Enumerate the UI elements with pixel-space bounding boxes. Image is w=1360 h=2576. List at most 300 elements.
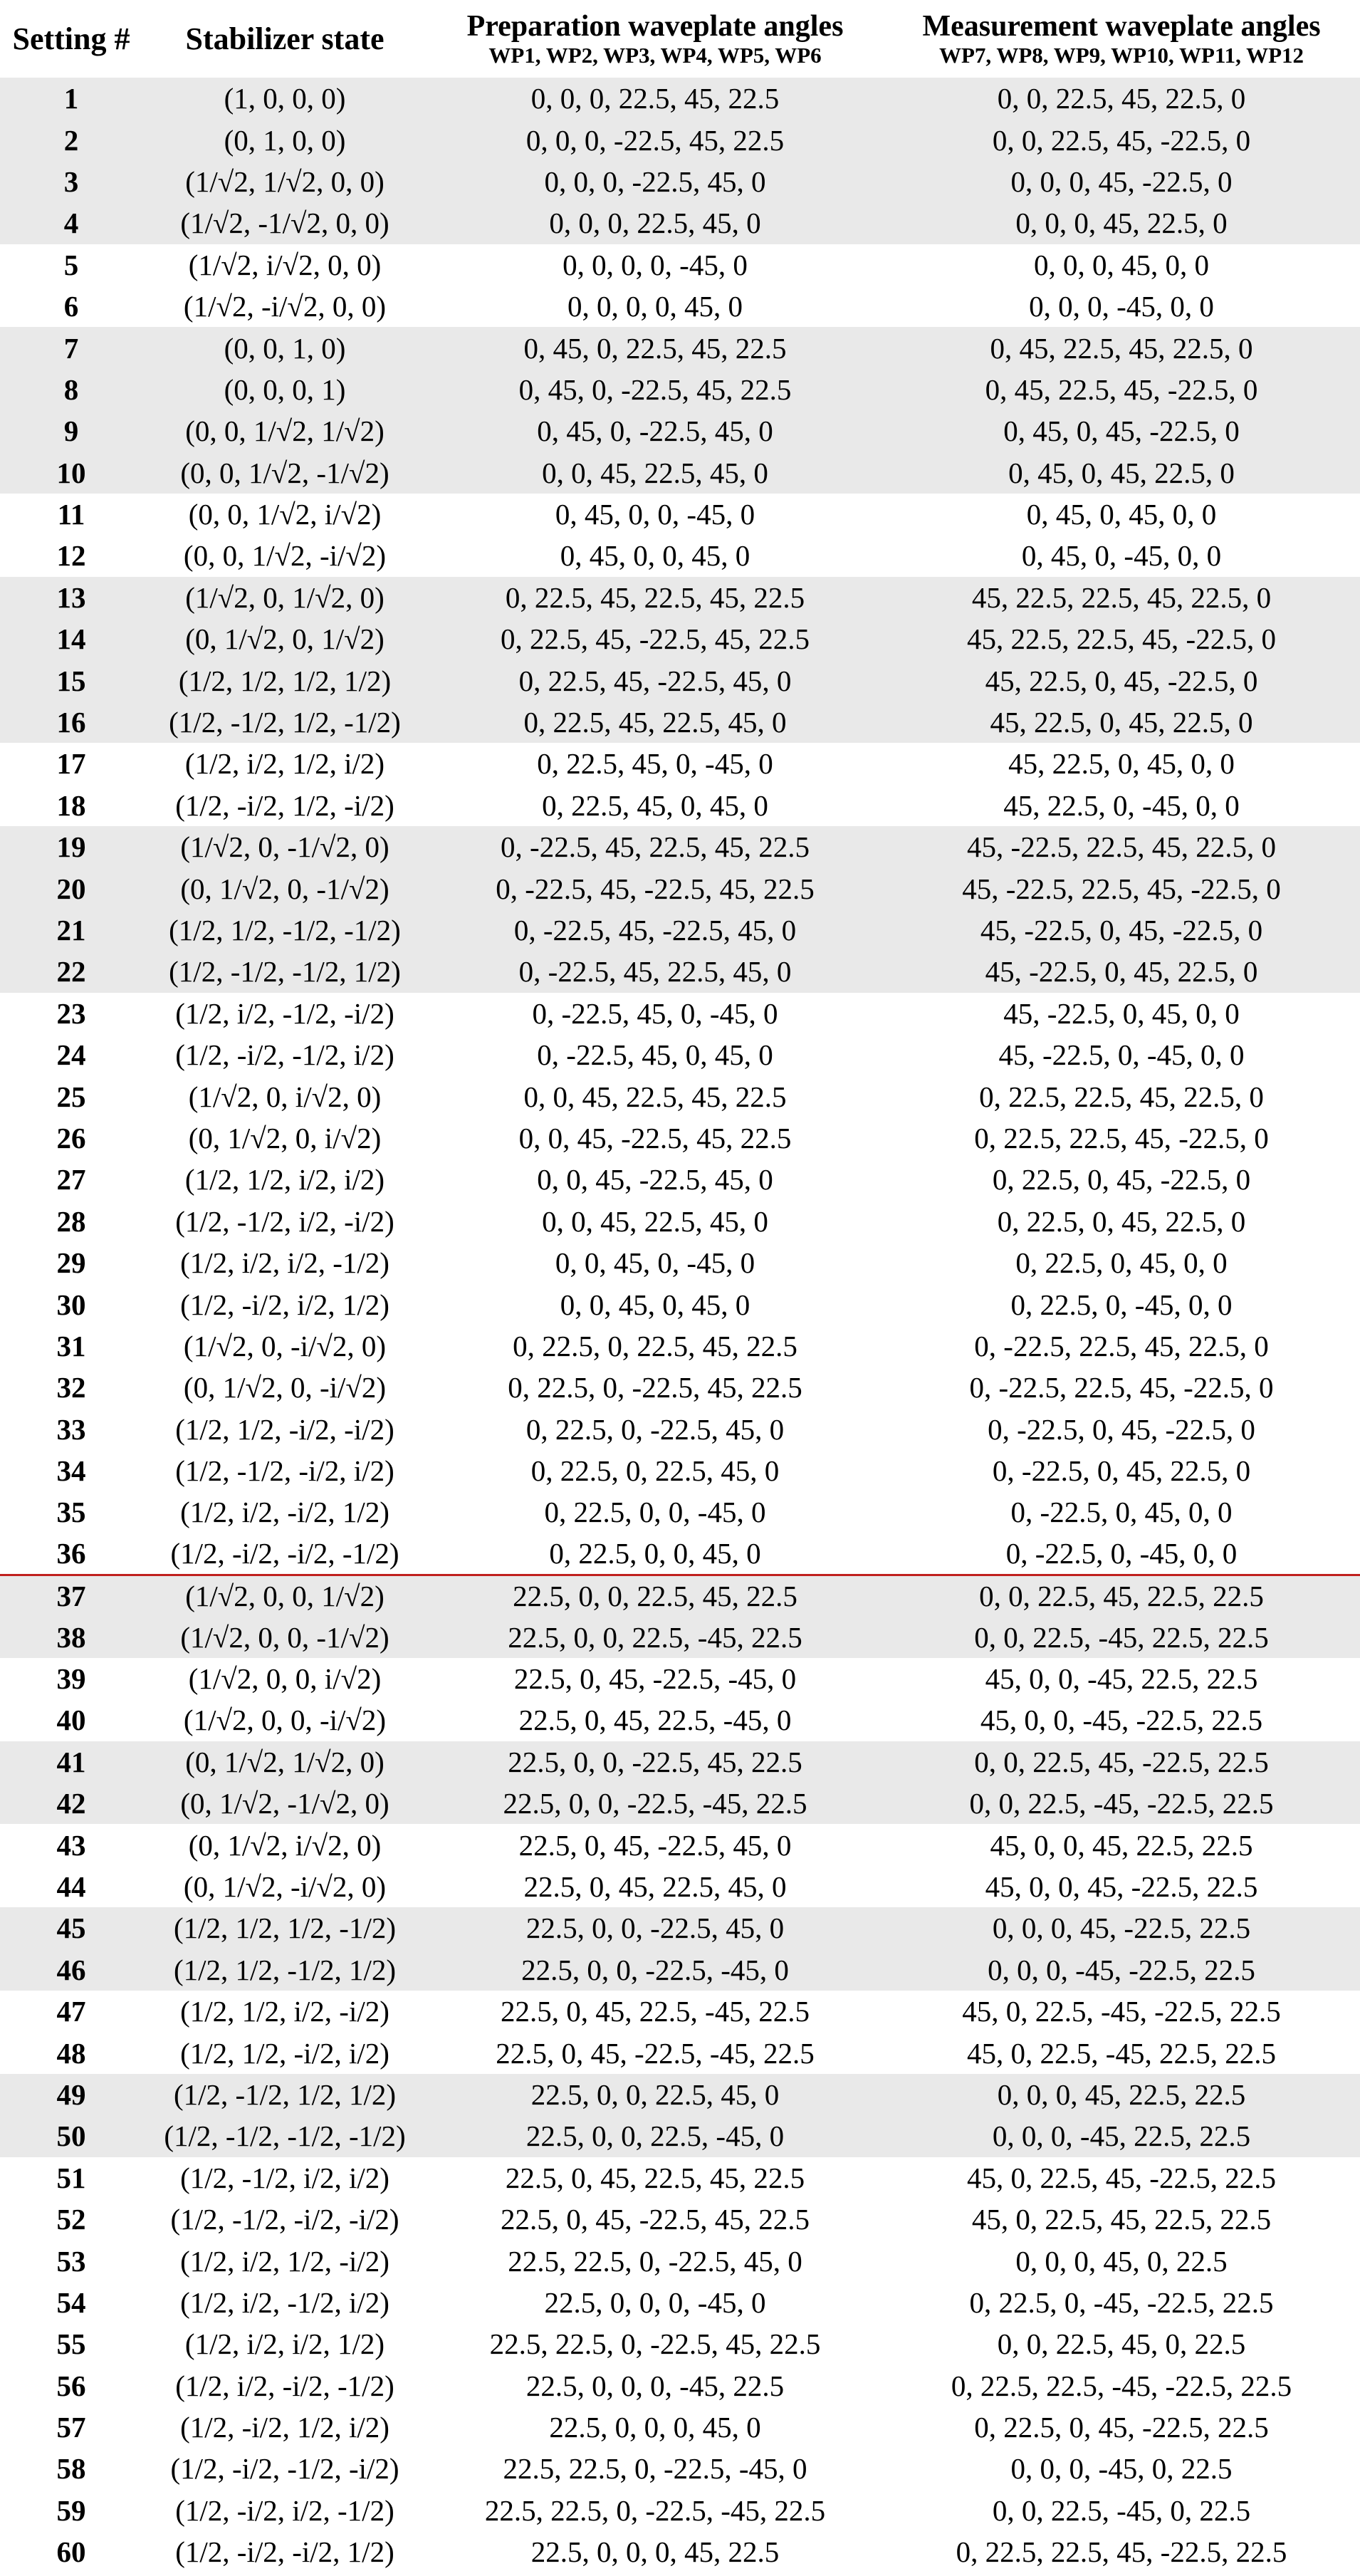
setting-number-cell: 17 <box>56 747 86 781</box>
setting-number-cell: 59 <box>56 2493 86 2527</box>
table-row <box>0 2282 1360 2323</box>
preparation-angles-cell: 0, 0, 45, 22.5, 45, 22.5 <box>523 1080 787 1113</box>
stabilizer-state-cell: (0, 1/√2, 0, 1/√2) <box>142 618 427 659</box>
table-row <box>0 867 1360 909</box>
measurement-angles-title: Measurement waveplate angles <box>922 9 1321 43</box>
table-row <box>0 993 1360 1034</box>
setting-number-cell: 5 <box>63 248 79 281</box>
preparation-angles-cell: 0, 22.5, 0, 0, 45, 0 <box>427 1533 883 1575</box>
preparation-angles-cell: 22.5, 22.5, 0, -22.5, -45, 22.5 <box>484 2493 826 2527</box>
stabilizer-state-cell: (1/2, 1/2, 1/2, -1/2) <box>142 1907 427 1949</box>
table-row <box>0 1491 1360 1533</box>
measurement-angles-cell: 45, 0, 0, -45, 22.5, 22.5 <box>985 1662 1258 1696</box>
table-row <box>0 2240 1360 2281</box>
table-row <box>0 452 1360 494</box>
stabilizer-state-cell: (1/2, -i/2, -i/2, -1/2) <box>142 1533 427 1575</box>
setting-number-cell: 9 <box>0 410 142 452</box>
stabilizer-state-cell: (1/√2, -1/√2, 0, 0) <box>142 202 427 244</box>
preparation-angles-cell: 22.5, 0, 0, -22.5, 45, 0 <box>427 1907 883 1949</box>
preparation-angles-cell: 22.5, 0, 45, -22.5, 45, 0 <box>518 1828 792 1862</box>
table-row <box>0 535 1360 576</box>
measurement-angles-cell: 45, 22.5, 22.5, 45, 22.5, 0 <box>883 577 1360 618</box>
table-row <box>0 286 1360 327</box>
measurement-angles-cell: 0, 0, 0, 45, 22.5, 22.5 <box>883 2074 1360 2115</box>
measurement-angles-cell: 0, -22.5, 0, 45, -22.5, 0 <box>988 1412 1255 1446</box>
measurement-angles-cell: 0, 0, 22.5, -45, -22.5, 22.5 <box>883 1783 1360 1824</box>
table-row <box>0 1283 1360 1325</box>
measurement-angles-cell: 45, -22.5, 22.5, 45, -22.5, 0 <box>883 867 1360 909</box>
preparation-angles-cell: 0, 0, 0, 0, 45, 0 <box>567 290 743 323</box>
table-row <box>0 2364 1360 2406</box>
stabilizer-state-cell: (1/√2, 0, -i/√2, 0) <box>183 1329 387 1362</box>
table-row <box>0 244 1360 286</box>
stabilizer-state-cell: (1/2, i/2, -i/2, -1/2) <box>175 2369 394 2402</box>
stabilizer-state-cell: (1/2, -1/2, i/2, i/2) <box>180 2161 389 2194</box>
stabilizer-state-cell: (1/√2, i/√2, 0, 0) <box>188 248 382 281</box>
setting-number-cell: 32 <box>56 1371 86 1404</box>
setting-number-cell: 33 <box>56 1412 86 1446</box>
setting-number-cell: 36 <box>0 1533 142 1575</box>
setting-number-cell: 25 <box>56 1080 86 1113</box>
setting-number-cell: 8 <box>0 369 142 410</box>
measurement-angles-cell: 0, 0, 0, 45, 0, 22.5 <box>1015 2244 1228 2278</box>
stabilizer-state-cell: (1/2, -i/2, -1/2, -i/2) <box>170 2452 399 2486</box>
preparation-angles-cell: 0, 0, 45, 22.5, 45, 0 <box>427 452 883 494</box>
table-row <box>0 1991 1360 2032</box>
preparation-angles-cell: 0, 45, 0, -22.5, 45, 22.5 <box>427 369 883 410</box>
preparation-angles-cell: 0, 22.5, 0, 22.5, 45, 22.5 <box>513 1329 797 1362</box>
preparation-angles-cell: 22.5, 0, 0, 0, 45, 0 <box>549 2411 761 2444</box>
table-row <box>0 1533 1360 1575</box>
setting-number-cell: 54 <box>56 2285 86 2319</box>
preparation-angles-cell: 0, 22.5, 45, -22.5, 45, 22.5 <box>427 618 883 659</box>
preparation-angles-cell: 22.5, 0, 0, 22.5, -45, 22.5 <box>427 1616 883 1657</box>
setting-number-cell: 23 <box>56 996 86 1030</box>
stabilizer-state-cell: (0, 1/√2, -1/√2, 0) <box>142 1783 427 1824</box>
measurement-angles-cell: 45, 0, 0, -45, -22.5, 22.5 <box>980 1704 1263 1737</box>
preparation-angles-cell: 22.5, 0, 0, 0, -45, 22.5 <box>525 2369 785 2402</box>
stabilizer-state-cell: (0, 1/√2, 0, i/√2) <box>188 1121 382 1154</box>
table-row <box>0 1034 1360 1075</box>
stabilizer-state-cell: (1/2, -1/2, 1/2, 1/2) <box>142 2074 427 2115</box>
table-row <box>0 327 1360 368</box>
setting-number-cell: 28 <box>56 1204 86 1238</box>
preparation-angles-cell: 0, -22.5, 45, -22.5, 45, 0 <box>427 909 883 951</box>
preparation-angles-cell: 22.5, 0, 0, 22.5, 45, 22.5 <box>427 1575 883 1616</box>
stabilizer-state-cell: (1/2, i/2, -i/2, 1/2) <box>180 1496 389 1529</box>
measurement-angles-cell: 0, 0, 0, -45, 22.5, 22.5 <box>883 2115 1360 2157</box>
table-row <box>0 1616 1360 1657</box>
setting-number-cell: 3 <box>0 161 142 202</box>
table-row <box>0 1117 1360 1159</box>
preparation-angles-cell: 0, -22.5, 45, 22.5, 45, 22.5 <box>427 826 883 867</box>
stabilizer-state-cell: (1/2, -i/2, 1/2, -i/2) <box>175 788 394 822</box>
stabilizer-state-cell: (1/2, 1/2, -1/2, -1/2) <box>142 909 427 951</box>
preparation-angles-cell: 0, 0, 45, 22.5, 45, 0 <box>542 1204 768 1238</box>
table-row <box>0 1824 1360 1865</box>
stabilizer-state-cell: (0, 0, 1/√2, i/√2) <box>188 498 382 531</box>
measurement-angles-cell: 0, 22.5, 0, 45, 22.5, 0 <box>997 1204 1246 1238</box>
preparation-angles-header <box>427 0 883 78</box>
preparation-angles-cell: 0, -22.5, 45, 0, 45, 0 <box>537 1038 773 1072</box>
measurement-angles-cell: 45, 0, 22.5, 45, -22.5, 22.5 <box>967 2161 1276 2194</box>
setting-number-cell: 44 <box>56 1870 86 1903</box>
measurement-angles-cell: 45, -22.5, 0, 45, 0, 0 <box>1003 996 1240 1030</box>
measurement-angles-cell: 45, -22.5, 0, 45, 22.5, 0 <box>883 951 1360 992</box>
measurement-angles-cell: 45, -22.5, 0, -45, 0, 0 <box>998 1038 1245 1072</box>
measurement-angles-cell: 0, 0, 0, -45, -22.5, 22.5 <box>883 1949 1360 1991</box>
preparation-angles-cell: 22.5, 0, 0, -22.5, -45, 0 <box>427 1949 883 1991</box>
setting-number-cell: 4 <box>0 202 142 244</box>
measurement-angles-cell: 0, 0, 22.5, 45, 0, 22.5 <box>997 2327 1246 2361</box>
preparation-angles-cell: 22.5, 22.5, 0, -22.5, 45, 0 <box>508 2244 802 2278</box>
preparation-angles-cell: 22.5, 0, 0, 22.5, 45, 0 <box>427 2074 883 2115</box>
measurement-angles-cell: 0, 0, 0, 45, -22.5, 22.5 <box>883 1907 1360 1949</box>
measurement-angles-cell: 0, 0, 0, 45, 22.5, 0 <box>883 202 1360 244</box>
table-row <box>0 826 1360 867</box>
stabilizer-state-cell: (1/2, 1/2, -i/2, -i/2) <box>175 1412 394 1446</box>
measurement-angles-cell: 0, 0, 0, -45, 0, 0 <box>1029 290 1214 323</box>
preparation-angles-cell: 0, 45, 0, 22.5, 45, 22.5 <box>427 327 883 368</box>
preparation-angles-cell: 22.5, 0, 45, 22.5, -45, 22.5 <box>501 1995 810 2028</box>
setting-number-cell: 29 <box>56 1246 86 1280</box>
preparation-angles-cell: 0, 45, 0, 0, 45, 0 <box>560 539 750 573</box>
setting-number-cell: 31 <box>56 1329 86 1362</box>
measurement-angles-cell: 45, 22.5, 0, 45, 0, 0 <box>1008 747 1235 781</box>
measurement-angles-cell: 0, 45, 0, -45, 0, 0 <box>1021 539 1222 573</box>
table-row <box>0 1201 1360 1242</box>
stabilizer-state-header: Stabilizer state <box>185 21 385 56</box>
preparation-angles-cell: 0, 22.5, 45, 0, 45, 0 <box>542 788 768 822</box>
stabilizer-state-cell: (1/2, -1/2, 1/2, -1/2) <box>142 702 427 743</box>
measurement-angles-cell: 0, 45, 0, 45, -22.5, 0 <box>883 410 1360 452</box>
stabilizer-state-cell: (1/2, -1/2, -1/2, -1/2) <box>142 2115 427 2157</box>
setting-number-cell: 45 <box>0 1907 142 1949</box>
preparation-angles-cell: 0, 0, 0, 0, -45, 0 <box>563 248 748 281</box>
setting-number-cell: 50 <box>0 2115 142 2157</box>
setting-number-cell: 18 <box>56 788 86 822</box>
setting-number-cell: 43 <box>56 1828 86 1862</box>
preparation-angles-cell: 22.5, 0, 45, -22.5, 45, 22.5 <box>501 2203 810 2236</box>
setting-number-cell: 39 <box>56 1662 86 1696</box>
stabilizer-state-cell: (1/√2, 0, 0, 1/√2) <box>142 1575 427 1616</box>
measurement-angles-cell: 0, 22.5, 22.5, -45, -22.5, 22.5 <box>951 2369 1292 2402</box>
table-row <box>0 2074 1360 2115</box>
setting-number-cell: 13 <box>0 577 142 618</box>
stabilizer-state-cell: (0, 0, 1, 0) <box>142 327 427 368</box>
measurement-angles-cell: 0, -22.5, 0, 45, 0, 0 <box>1010 1496 1233 1529</box>
setting-number-cell: 48 <box>56 2036 86 2070</box>
setting-number-cell: 21 <box>0 909 142 951</box>
preparation-angles-cell: 0, 22.5, 0, -22.5, 45, 0 <box>525 1412 785 1446</box>
stabilizer-state-cell: (1/2, 1/2, i/2, i/2) <box>184 1163 385 1196</box>
preparation-angles-title: Preparation waveplate angles <box>466 9 844 43</box>
preparation-waveplates-subtitle: WP1, WP2, WP3, WP4, WP5, WP6 <box>488 42 822 68</box>
preparation-angles-cell: 0, 22.5, 0, 0, -45, 0 <box>544 1496 766 1529</box>
measurement-angles-cell: 0, 45, 0, 45, 0, 0 <box>1026 498 1217 531</box>
table-row <box>0 1741 1360 1783</box>
table-row <box>0 1949 1360 1991</box>
measurement-angles-cell: 0, 0, 0, 45, 0, 0 <box>1034 248 1209 281</box>
measurement-angles-cell: 0, -22.5, 0, 45, 22.5, 0 <box>992 1454 1251 1488</box>
preparation-angles-cell: 0, 0, 45, -22.5, 45, 0 <box>537 1163 773 1196</box>
stabilizer-state-cell: (1/2, i/2, -1/2, -i/2) <box>175 996 394 1030</box>
table-row <box>0 369 1360 410</box>
measurement-angles-cell: 0, 0, 0, 45, -22.5, 0 <box>883 161 1360 202</box>
preparation-angles-cell: 22.5, 0, 0, -22.5, 45, 22.5 <box>427 1741 883 1783</box>
stabilizer-state-cell: (1/2, i/2, -1/2, i/2) <box>180 2285 389 2319</box>
stabilizer-state-cell: (1/2, -i/2, 1/2, i/2) <box>180 2411 389 2444</box>
table-row <box>0 78 1360 119</box>
stabilizer-state-cell: (1/2, -i/2, -1/2, i/2) <box>175 1038 394 1072</box>
table-row <box>0 1075 1360 1117</box>
stabilizer-state-cell: (1/√2, 0, i/√2, 0) <box>188 1080 382 1113</box>
measurement-waveplates-subtitle: WP7, WP8, WP9, WP10, WP11, WP12 <box>938 42 1304 68</box>
table-row <box>0 1450 1360 1491</box>
setting-number-cell: 1 <box>0 78 142 119</box>
stabilizer-state-cell: (0, 1/√2, -i/√2, 0) <box>183 1870 387 1903</box>
stabilizer-state-cell: (1/2, i/2, i/2, -1/2) <box>180 1246 389 1280</box>
stabilizer-state-cell: (1/2, -i/2, i/2, -1/2) <box>175 2493 394 2527</box>
measurement-angles-cell: 0, 45, 22.5, 45, 22.5, 0 <box>883 327 1360 368</box>
table-row <box>0 702 1360 743</box>
measurement-angles-cell: 45, 0, 0, 45, -22.5, 22.5 <box>985 1870 1258 1903</box>
measurement-angles-cell: 0, 22.5, 22.5, 45, -22.5, 0 <box>974 1121 1269 1154</box>
setting-number-cell: 27 <box>56 1163 86 1196</box>
measurement-angles-cell: 0, 22.5, 0, 45, -22.5, 22.5 <box>974 2411 1269 2444</box>
measurement-angles-cell: 0, -22.5, 0, -45, 0, 0 <box>883 1533 1360 1575</box>
preparation-angles-cell: 0, 22.5, 45, -22.5, 45, 0 <box>427 659 883 701</box>
stabilizer-state-cell: (1/2, i/2, 1/2, -i/2) <box>180 2244 389 2278</box>
table-row <box>0 618 1360 659</box>
preparation-angles-cell: 0, 0, 45, -22.5, 45, 22.5 <box>518 1121 792 1154</box>
setting-number-cell: 35 <box>56 1496 86 1529</box>
measurement-angles-cell: 45, 0, 0, 45, 22.5, 22.5 <box>990 1828 1253 1862</box>
stabilizer-state-cell: (1/√2, 0, 1/√2, 0) <box>142 577 427 618</box>
setting-number-cell: 40 <box>56 1704 86 1737</box>
table-row <box>0 2448 1360 2489</box>
table-row <box>0 1907 1360 1949</box>
measurement-angles-cell: 0, -22.5, 22.5, 45, -22.5, 0 <box>969 1371 1274 1404</box>
preparation-angles-cell: 22.5, 22.5, 0, -22.5, -45, 0 <box>503 2452 807 2486</box>
measurement-angles-cell: 0, 0, 22.5, 45, 22.5, 22.5 <box>883 1575 1360 1616</box>
preparation-angles-cell: 22.5, 0, 0, 0, -45, 0 <box>544 2285 766 2319</box>
table-row <box>0 2157 1360 2199</box>
table-row <box>0 1575 1360 1616</box>
measurement-angles-cell: 45, 0, 22.5, 45, 22.5, 22.5 <box>971 2203 1272 2236</box>
setting-number-cell: 55 <box>56 2327 86 2361</box>
stabilizer-state-cell: (1/2, 1/2, -i/2, i/2) <box>180 2036 389 2070</box>
setting-number-cell: 34 <box>56 1454 86 1488</box>
measurement-angles-cell: 45, 22.5, 0, -45, 0, 0 <box>1003 788 1240 822</box>
measurement-angles-cell: 0, 22.5, 22.5, 45, 22.5, 0 <box>979 1080 1264 1113</box>
stabilizer-state-cell: (1/√2, 0, 0, -i/√2) <box>183 1704 387 1737</box>
setting-number-cell: 38 <box>0 1616 142 1657</box>
table-row <box>0 785 1360 826</box>
preparation-angles-cell: 0, 0, 0, -22.5, 45, 22.5 <box>427 119 883 160</box>
measurement-angles-cell: 0, 22.5, 0, -45, -22.5, 22.5 <box>969 2285 1274 2319</box>
stabilizer-state-cell: (1/2, -i/2, i/2, 1/2) <box>180 1288 389 1321</box>
setting-number-cell: 53 <box>56 2244 86 2278</box>
table-row <box>0 161 1360 202</box>
table-row <box>0 1658 1360 1699</box>
stabilizer-state-cell: (1/2, i/2, 1/2, i/2) <box>184 747 385 781</box>
setting-number-cell: 47 <box>56 1995 86 2028</box>
measurement-angles-cell: 45, 0, 22.5, -45, 22.5, 22.5 <box>967 2036 1276 2070</box>
preparation-angles-cell: 0, -22.5, 45, -22.5, 45, 22.5 <box>427 867 883 909</box>
preparation-angles-cell: 22.5, 0, 45, -22.5, -45, 22.5 <box>496 2036 815 2070</box>
setting-number-header: Setting # <box>12 21 130 56</box>
table-row <box>0 1242 1360 1283</box>
preparation-angles-cell: 0, 22.5, 45, 22.5, 45, 0 <box>427 702 883 743</box>
setting-number-cell: 12 <box>56 539 86 573</box>
preparation-angles-cell: 22.5, 0, 45, 22.5, -45, 0 <box>518 1704 792 1737</box>
table-row <box>0 119 1360 160</box>
stabilizer-state-cell: (0, 0, 0, 1) <box>142 369 427 410</box>
stabilizer-state-cell: (1/√2, 1/√2, 0, 0) <box>142 161 427 202</box>
table-row <box>0 1159 1360 1200</box>
setting-number-cell: 19 <box>0 826 142 867</box>
measurement-angles-cell: 0, 45, 0, 45, 22.5, 0 <box>883 452 1360 494</box>
table-row <box>0 909 1360 951</box>
setting-number-cell: 42 <box>0 1783 142 1824</box>
table-row <box>0 410 1360 452</box>
setting-number-cell: 46 <box>0 1949 142 1991</box>
table-row <box>0 2406 1360 2448</box>
table-row <box>0 1409 1360 1450</box>
table-row <box>0 202 1360 244</box>
setting-number-cell: 10 <box>0 452 142 494</box>
stabilizer-state-cell: (0, 1, 0, 0) <box>142 119 427 160</box>
preparation-angles-cell: 0, 45, 0, -22.5, 45, 0 <box>427 410 883 452</box>
measurement-angles-cell: 0, 0, 22.5, 45, -22.5, 0 <box>883 119 1360 160</box>
preparation-angles-cell: 0, 22.5, 0, -22.5, 45, 22.5 <box>508 1371 802 1404</box>
table-row <box>0 1783 1360 1824</box>
measurement-angles-cell: 0, 0, 22.5, 45, 22.5, 0 <box>883 78 1360 119</box>
stabilizer-state-cell: (1/2, -1/2, -1/2, 1/2) <box>142 951 427 992</box>
table-row <box>0 659 1360 701</box>
stabilizer-state-cell: (1/√2, 0, -1/√2, 0) <box>142 826 427 867</box>
setting-number-cell: 6 <box>63 290 79 323</box>
setting-number-cell: 37 <box>0 1575 142 1616</box>
setting-number-cell: 26 <box>56 1121 86 1154</box>
measurement-angles-cell: 45, 22.5, 0, 45, -22.5, 0 <box>883 659 1360 701</box>
measurement-angles-cell: 45, -22.5, 22.5, 45, 22.5, 0 <box>883 826 1360 867</box>
header-row <box>0 0 1360 78</box>
measurement-angles-cell: 45, 22.5, 0, 45, 22.5, 0 <box>883 702 1360 743</box>
preparation-angles-cell: 22.5, 22.5, 0, -22.5, 45, 22.5 <box>489 2327 821 2361</box>
setting-number-cell: 11 <box>57 498 85 531</box>
stabilizer-state-cell: (1/√2, 0, 0, i/√2) <box>188 1662 382 1696</box>
preparation-angles-cell: 0, -22.5, 45, 22.5, 45, 0 <box>427 951 883 992</box>
stabilizer-state-cell: (0, 1/√2, 0, -i/√2) <box>183 1371 387 1404</box>
preparation-angles-cell: 0, 22.5, 0, 22.5, 45, 0 <box>530 1454 780 1488</box>
setting-number-cell: 51 <box>56 2161 86 2194</box>
table-header <box>0 0 1360 78</box>
measurement-angles-cell: 0, 0, 22.5, -45, 0, 22.5 <box>992 2493 1251 2527</box>
measurement-angles-cell: 0, 0, 22.5, -45, 22.5, 22.5 <box>883 1616 1360 1657</box>
stabilizer-state-cell: (1/2, -i/2, -i/2, 1/2) <box>175 2535 394 2569</box>
stabilizer-state-cell: (1/2, 1/2, 1/2, 1/2) <box>142 659 427 701</box>
preparation-angles-cell: 0, 22.5, 45, 0, -45, 0 <box>537 747 773 781</box>
stabilizer-state-cell: (1/2, 1/2, -1/2, 1/2) <box>142 1949 427 1991</box>
setting-number-cell: 30 <box>56 1288 86 1321</box>
table-row <box>0 1367 1360 1408</box>
table-row <box>0 951 1360 992</box>
stabilizer-state-cell: (0, 0, 1/√2, -1/√2) <box>142 452 427 494</box>
setting-number-cell: 60 <box>56 2535 86 2569</box>
measurement-angles-cell: 45, 22.5, 22.5, 45, -22.5, 0 <box>883 618 1360 659</box>
table-row <box>0 2323 1360 2364</box>
table-body <box>0 78 1360 2572</box>
preparation-angles-cell: 0, -22.5, 45, 0, -45, 0 <box>532 996 778 1030</box>
table-row <box>0 1866 1360 1907</box>
stabilizer-state-cell: (1/2, i/2, i/2, 1/2) <box>184 2327 385 2361</box>
setting-number-cell: 15 <box>0 659 142 701</box>
table-row <box>0 2531 1360 2572</box>
stabilizer-state-cell: (1/2, 1/2, i/2, -i/2) <box>180 1995 389 2028</box>
preparation-angles-cell: 22.5, 0, 0, 0, 45, 22.5 <box>530 2535 780 2569</box>
preparation-angles-cell: 22.5, 0, 45, -22.5, -45, 0 <box>513 1662 797 1696</box>
preparation-angles-cell: 22.5, 0, 0, -22.5, -45, 22.5 <box>427 1783 883 1824</box>
preparation-angles-cell: 0, 0, 0, 22.5, 45, 0 <box>427 202 883 244</box>
measurement-angles-cell: 0, 0, 22.5, 45, -22.5, 22.5 <box>883 1741 1360 1783</box>
preparation-angles-cell: 0, 0, 0, 22.5, 45, 22.5 <box>427 78 883 119</box>
measurement-angles-cell: 0, 45, 22.5, 45, -22.5, 0 <box>883 369 1360 410</box>
stabilizer-state-cell: (0, 1/√2, i/√2, 0) <box>188 1828 382 1862</box>
measurement-angles-cell: 0, 0, 0, -45, 0, 22.5 <box>1010 2452 1233 2486</box>
setting-number-cell: 49 <box>0 2074 142 2115</box>
stabilizer-state-cell: (1/2, -1/2, -i/2, -i/2) <box>170 2203 399 2236</box>
measurement-angles-header <box>883 0 1360 78</box>
preparation-angles-cell: 0, 45, 0, 0, -45, 0 <box>555 498 755 531</box>
stabilizer-state-cell: (1/√2, -i/√2, 0, 0) <box>183 290 387 323</box>
table-row <box>0 577 1360 618</box>
preparation-angles-cell: 22.5, 0, 45, 22.5, 45, 0 <box>523 1870 787 1903</box>
setting-number-cell: 7 <box>0 327 142 368</box>
setting-number-cell: 20 <box>0 867 142 909</box>
stabilizer-state-cell: (0, 1/√2, 0, -1/√2) <box>142 867 427 909</box>
setting-number-cell: 24 <box>56 1038 86 1072</box>
stabilizer-state-cell: (1/2, -1/2, -i/2, i/2) <box>175 1454 394 1488</box>
setting-number-cell: 16 <box>0 702 142 743</box>
stabilizer-state-cell: (0, 0, 1/√2, 1/√2) <box>142 410 427 452</box>
measurement-angles-cell: 45, -22.5, 0, 45, -22.5, 0 <box>883 909 1360 951</box>
table-row <box>0 743 1360 784</box>
preparation-angles-cell: 0, 0, 0, -22.5, 45, 0 <box>427 161 883 202</box>
measurement-angles-cell: 0, 22.5, 0, -45, 0, 0 <box>1010 1288 1233 1321</box>
measurement-angles-cell: 0, 22.5, 0, 45, -22.5, 0 <box>992 1163 1251 1196</box>
setting-number-cell: 58 <box>56 2452 86 2486</box>
setting-number-cell: 57 <box>56 2411 86 2444</box>
table-row <box>0 2115 1360 2157</box>
stabilizer-state-cell: (0, 0, 1/√2, -i/√2) <box>183 539 387 573</box>
preparation-angles-cell: 22.5, 0, 45, 22.5, 45, 22.5 <box>505 2161 805 2194</box>
stabilizer-state-cell: (1/√2, 0, 0, -1/√2) <box>142 1616 427 1657</box>
preparation-angles-cell: 0, 22.5, 45, 22.5, 45, 22.5 <box>427 577 883 618</box>
preparation-angles-cell: 0, 0, 45, 0, -45, 0 <box>555 1246 755 1280</box>
measurement-angles-cell: 0, -22.5, 22.5, 45, 22.5, 0 <box>974 1329 1269 1362</box>
setting-number-cell: 22 <box>0 951 142 992</box>
stabilizer-state-cell: (1/2, -1/2, i/2, -i/2) <box>175 1204 394 1238</box>
table-row <box>0 2032 1360 2073</box>
table-row <box>0 2199 1360 2240</box>
setting-number-cell: 14 <box>0 618 142 659</box>
stabilizer-state-cell: (0, 1/√2, 1/√2, 0) <box>142 1741 427 1783</box>
setting-number-cell: 52 <box>56 2203 86 2236</box>
table-row <box>0 494 1360 535</box>
table-row <box>0 1699 1360 1741</box>
